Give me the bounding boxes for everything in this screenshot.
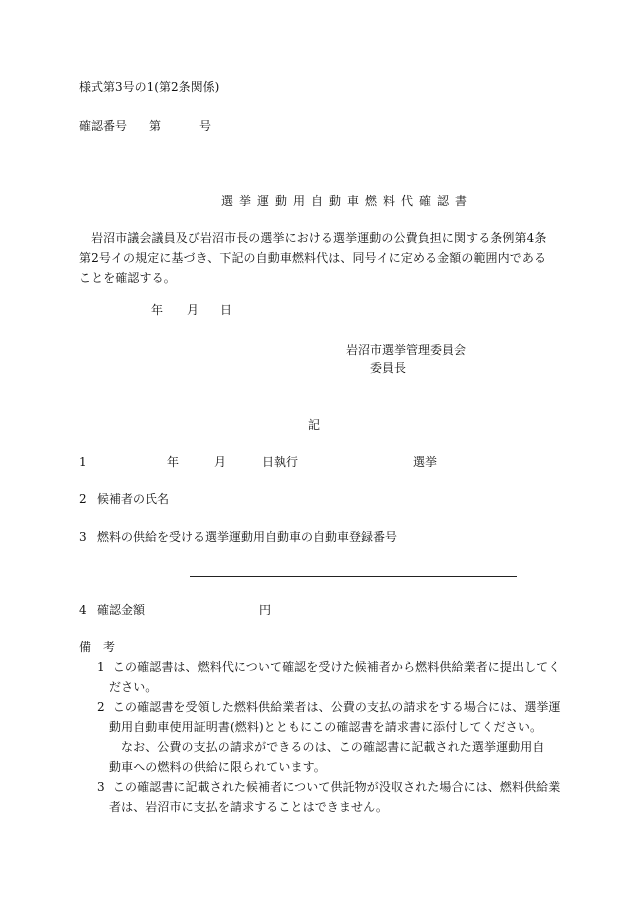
document-title: 選挙運動用自動車燃料代確認書 [221,194,474,208]
item2-label: 候補者の氏名 [97,492,170,506]
intro-paragraph: 岩沼市議会議員及び岩沼市長の選挙における選挙運動の公費負担に関する条例第4条第2号イの規定に基づき、下記の自動車燃料代は、同号イに定める金額の範囲内であることを確認する。 [79,231,547,285]
form-number: 様式第3号の1(第2条関係) [79,80,220,94]
confirmation-number-gou: 号 [199,119,212,133]
note-3-number: 3 [97,780,105,794]
notes-heading: 備 考 [79,640,116,654]
note-2 [97,697,564,737]
registration-number-line [190,576,517,577]
date-month: 月 [187,303,200,317]
date-year: 年 [151,303,164,317]
note-1 [97,657,564,697]
confirmation-number-dai: 第 [149,119,162,133]
item3-number: 3 [79,530,87,544]
item1-year: 年 [167,455,180,469]
ki-mark: 記 [308,418,321,432]
item1-number: 1 [79,455,87,469]
note-3 [97,777,564,817]
item2-number: 2 [79,492,87,506]
confirmation-number-label: 確認番号 [79,119,128,133]
note-2-text: この確認書を受領した燃料供給業者は、公費の支払の請求をする場合には、選挙運動用自動車使用証明書(燃料)とともにこの確認書を請求書に添付してください。 [109,700,561,734]
item1-election: 選挙 [413,455,438,469]
issuer-title: 委員長 [370,361,407,375]
item4-unit: 円 [259,603,272,617]
date-day: 日 [220,303,233,317]
item1-month: 月 [214,455,227,469]
note-2-number: 2 [97,700,105,714]
issuer-organization: 岩沼市選挙管理委員会 [346,343,467,357]
item4-label: 確認金額 [97,603,146,617]
item3-label: 燃料の供給を受ける選挙運動用自動車の自動車登録番号 [97,530,398,544]
note-2-continuation: なお、公費の支払の請求ができるのは、この確認書に記載された選挙運動用自動車への燃料の供給に限られています。 [109,740,545,774]
note-1-number: 1 [97,660,105,674]
item4-number: 4 [79,603,87,617]
item1-day-exec: 日執行 [262,455,299,469]
note-3-text: この確認書に記載された候補者について供託物が没収された場合には、燃料供給業者は、岩沼市に支払を請求することはできません。 [109,780,561,814]
note-1-text: この確認書は、燃料代について確認を受けた候補者から燃料供給業者に提出してください。 [109,660,561,694]
